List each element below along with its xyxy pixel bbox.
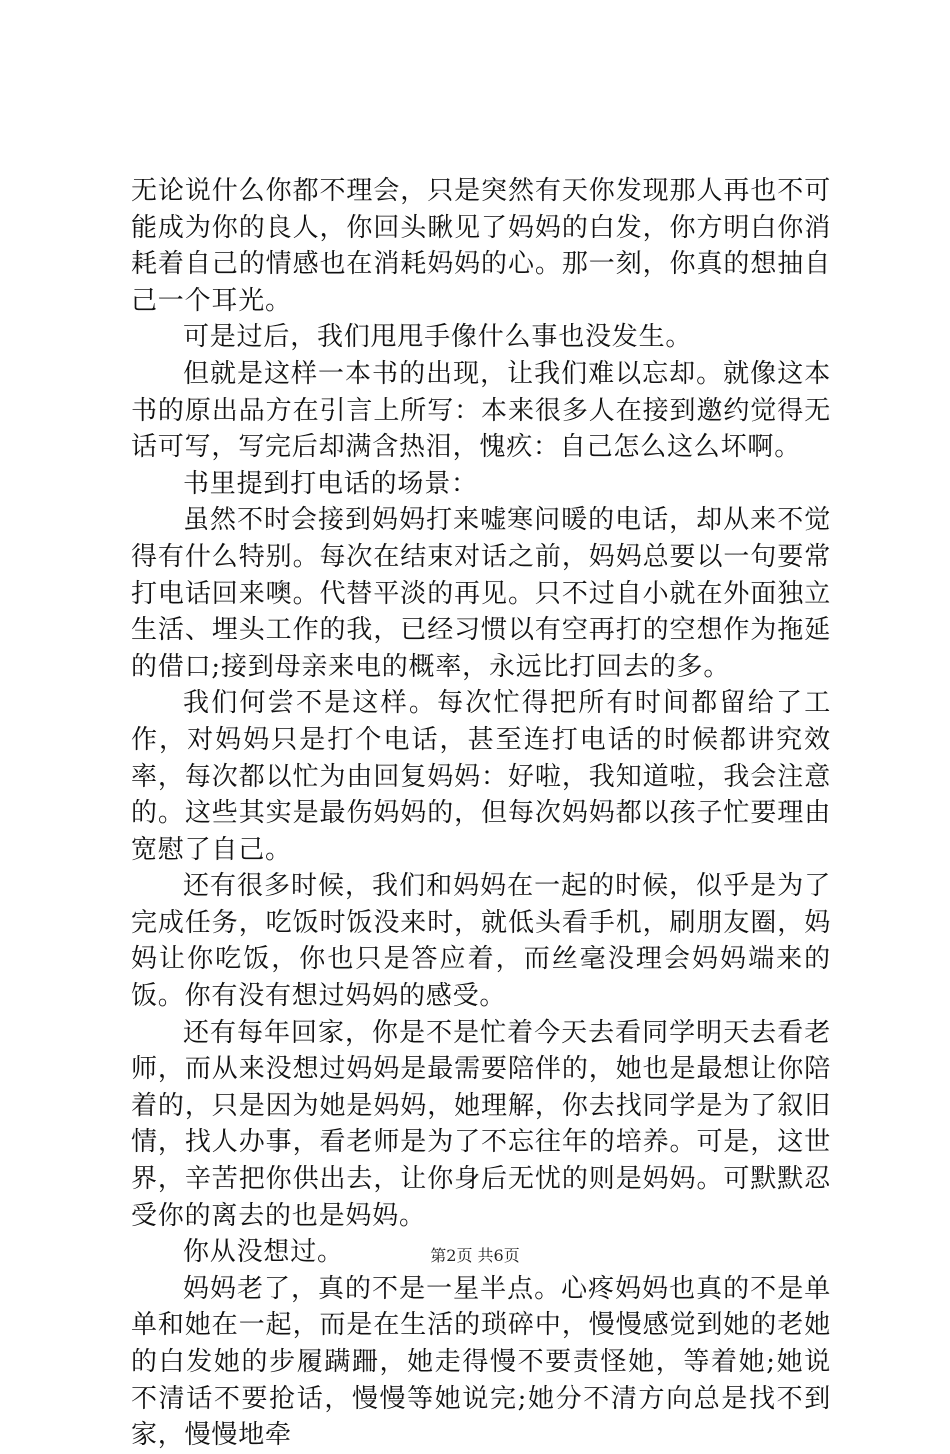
paragraph-8: 还有每年回家，你是不是忙着今天去看同学明天去看老师，而从来没想过妈妈是最需要陪伴的，她也是最想让你陪着的，只是因为她是妈妈，她理解，你去找同学是为了叙旧情，找人办事，看老师是为了不忘往年的培养。可是，这世界，辛苦把你供出去，让你身后无忧的则是妈妈。可默默忍受你的离去的也是妈妈。 bbox=[131, 1017, 831, 1231]
paragraph-10: 妈妈老了，真的不是一星半点。心疼妈妈也真的不是单单和她在一起，而是在生活的琐碎中，慢慢感觉到她的老她的白发她的步履蹒跚，她走得慢不要责怪她，等着她;她说不清话不要抢话，慢慢等她说完;她分不清方向总是找不到家，慢慢地牵 bbox=[131, 1273, 831, 1451]
paragraph-7: 还有很多时候，我们和妈妈在一起的时候，似乎是为了完成任务，吃饭时饭没来时，就低头看手机，刷朋友圈，妈妈让你吃饭，你也只是答应着，而丝毫没理会妈妈端来的饭。你有没有想过妈妈的感受。 bbox=[131, 871, 831, 1012]
paragraph-5: 虽然不时会接到妈妈打来嘘寒问暖的电话，却从来不觉得有什么特别。每次在结束对话之前，妈妈总要以一句要常打电话回来噢。代替平淡的再见。只不过自小就在外面独立生活、埋头工作的我，已经习惯以有空再打的空想作为拖延的借口;接到母亲来电的概率，永远比打回去的多。 bbox=[131, 505, 831, 682]
paragraph-4: 书里提到打电话的场景： bbox=[183, 468, 478, 499]
page-number-footer: 第2页 共6页 bbox=[430, 1246, 520, 1265]
paragraph-1: 无论说什么你都不理会，只是突然有天你发现那人再也不可能成为你的良人，你回头瞅见了妈妈的白发，你方明白你消耗着自己的情感也在消耗妈妈的心。那一刻，你真的想抽自己一个耳光。 bbox=[131, 176, 831, 316]
paragraph-2: 可是过后，我们甩甩手像什么事也没发生。 bbox=[183, 322, 693, 353]
paragraph-3: 但就是这样一本书的出现，让我们难以忘却。就像这本书的原出品方在引言上所写：本来很多人在接到邀约觉得无话可写，写完后却满含热泪，愧疚：自己怎么这么坏啊。 bbox=[131, 358, 831, 463]
paragraph-6: 我们何尝不是这样。每次忙得把所有时间都留给了工作，对妈妈只是打个电话，甚至连打电话的时候都讲究效率，每次都以忙为由回复妈妈：好啦，我知道啦，我会注意的。这些其实是最伤妈妈的，但每次妈妈都以孩子忙要理由宽慰了自己。 bbox=[131, 688, 831, 865]
paragraph-9: 你从没想过。 bbox=[183, 1237, 344, 1268]
